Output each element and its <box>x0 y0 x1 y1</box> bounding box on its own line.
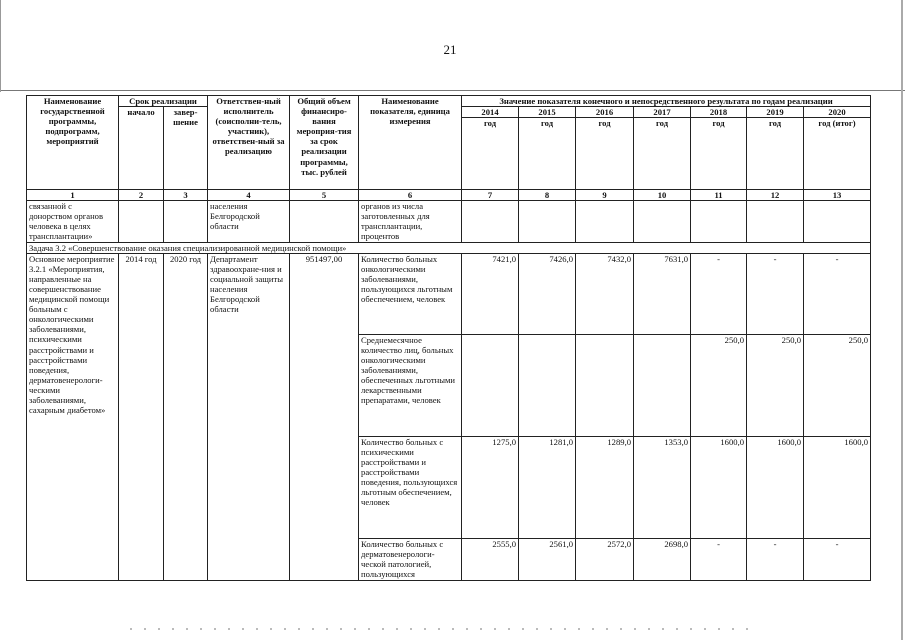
header-year: 2019 <box>747 107 804 118</box>
page-number: 21 <box>443 42 457 57</box>
indicator-value: 1600,0 <box>747 436 804 538</box>
indicator-value: 1275,0 <box>462 436 519 538</box>
measure-funding: 951497,00 <box>290 253 359 580</box>
indicator-value: - <box>804 538 871 580</box>
header-year-unit: год <box>634 118 691 190</box>
header-period: Срок реализации <box>119 96 208 107</box>
column-number: 6 <box>359 190 462 201</box>
header-end: завер-шение <box>164 107 208 190</box>
indicator-value <box>462 334 519 436</box>
column-number: 1 <box>27 190 119 201</box>
header-funding: Общий объем финансиро-вания мероприя-тия за срок реализации программы, тыс. рублей <box>290 96 359 190</box>
header-year-unit: год <box>691 118 747 190</box>
indicator-value: - <box>804 253 871 334</box>
indicator-value: - <box>747 538 804 580</box>
indicator-row <box>27 253 871 334</box>
scan-edge-line <box>0 90 905 91</box>
header-year-unit: год <box>576 118 634 190</box>
measure-responsible: Департамент здравоохране-ния и социальной защиты населения Белгородской области <box>208 253 290 580</box>
column-number: 9 <box>576 190 634 201</box>
column-number: 2 <box>119 190 164 201</box>
indicator-name: Количество больных с психическими расстройствами и расстройствами поведения, пользующихся льготным обеспечением, человек <box>359 436 462 538</box>
column-number: 8 <box>519 190 576 201</box>
continuation-row <box>27 201 871 242</box>
scan-edge-left <box>0 0 1 92</box>
indicator-value: 1600,0 <box>804 436 871 538</box>
continuation-name: связанной с донорством органов человека в целях трансплантации» <box>27 201 119 242</box>
header-year: 2014 <box>462 107 519 118</box>
header-start: начало <box>119 107 164 190</box>
continuation-indicator: органов из числа заготовленных для трансплантации, процентов <box>359 201 462 242</box>
indicator-value: 7426,0 <box>519 253 576 334</box>
header-year: 2017 <box>634 107 691 118</box>
column-number: 4 <box>208 190 290 201</box>
indicator-value: 2698,0 <box>634 538 691 580</box>
scan-bottom-noise <box>130 628 750 630</box>
indicator-value: 2572,0 <box>576 538 634 580</box>
header-year-unit: год <box>462 118 519 190</box>
header-values: Значение показателя конечного и непосредственного результата по годам реализации <box>462 96 871 107</box>
column-number: 7 <box>462 190 519 201</box>
indicator-value: 7432,0 <box>576 253 634 334</box>
indicator-value: 7421,0 <box>462 253 519 334</box>
header-year: 2018 <box>691 107 747 118</box>
measure-name: Основное мероприятие 3.2.1 «Мероприятия, направленные на совершенствование медицинской помощи больным с онкологическими заболеваниями, психическими расстройствами и расстройствами поведения, дерматовенерологи-ческими заболеваниями, сахарным диабетом» <box>27 253 119 580</box>
indicator-value <box>519 334 576 436</box>
column-number: 5 <box>290 190 359 201</box>
indicator-value: 250,0 <box>804 334 871 436</box>
indicator-value: 250,0 <box>691 334 747 436</box>
indicator-value: 7631,0 <box>634 253 691 334</box>
indicator-value: 250,0 <box>747 334 804 436</box>
indicator-value: - <box>747 253 804 334</box>
scan-edge-right <box>901 0 903 640</box>
task-heading: Задача 3.2 «Совершенствование оказания специализированной медицинской помощи» <box>27 242 871 253</box>
indicator-value: 1600,0 <box>691 436 747 538</box>
program-table <box>26 95 871 581</box>
header-year: 2016 <box>576 107 634 118</box>
header-year: 2020 <box>804 107 871 118</box>
indicator-value <box>634 334 691 436</box>
column-number: 10 <box>634 190 691 201</box>
indicator-name: Количество больных с дерматовенерологи-ческой патологией, пользующихся <box>359 538 462 580</box>
indicator-value <box>576 334 634 436</box>
indicator-name: Количество больных онкологическими заболеваниями, пользующихся льготным обеспечением, человек <box>359 253 462 334</box>
header-year: 2015 <box>519 107 576 118</box>
indicator-value: 2561,0 <box>519 538 576 580</box>
header-name: Наименование государственной программы, подпрограмм, мероприятий <box>27 96 119 190</box>
indicator-value: 1281,0 <box>519 436 576 538</box>
indicator-value: - <box>691 253 747 334</box>
indicator-value: 2555,0 <box>462 538 519 580</box>
indicator-name: Среднемесячное количество лиц, больных онкологическими заболеваниями, обеспеченных льготными лекарственными препаратами, человек <box>359 334 462 436</box>
column-number: 3 <box>164 190 208 201</box>
column-number: 11 <box>691 190 747 201</box>
header-year-unit: год <box>519 118 576 190</box>
column-number: 12 <box>747 190 804 201</box>
measure-start: 2014 год <box>119 253 164 580</box>
header-indicator: Наименование показателя, единица измерения <box>359 96 462 190</box>
continuation-responsible: населения Белгородской области <box>208 201 290 242</box>
indicator-value: - <box>691 538 747 580</box>
column-number: 13 <box>804 190 871 201</box>
indicator-value: 1353,0 <box>634 436 691 538</box>
header-year-unit-total: год (итог) <box>804 118 871 190</box>
measure-end: 2020 год <box>164 253 208 580</box>
indicator-value: 1289,0 <box>576 436 634 538</box>
header-responsible: Ответствен-ный исполнитель (соисполни-тель, участник), ответствен-ный за реализацию <box>208 96 290 190</box>
header-year-unit: год <box>747 118 804 190</box>
